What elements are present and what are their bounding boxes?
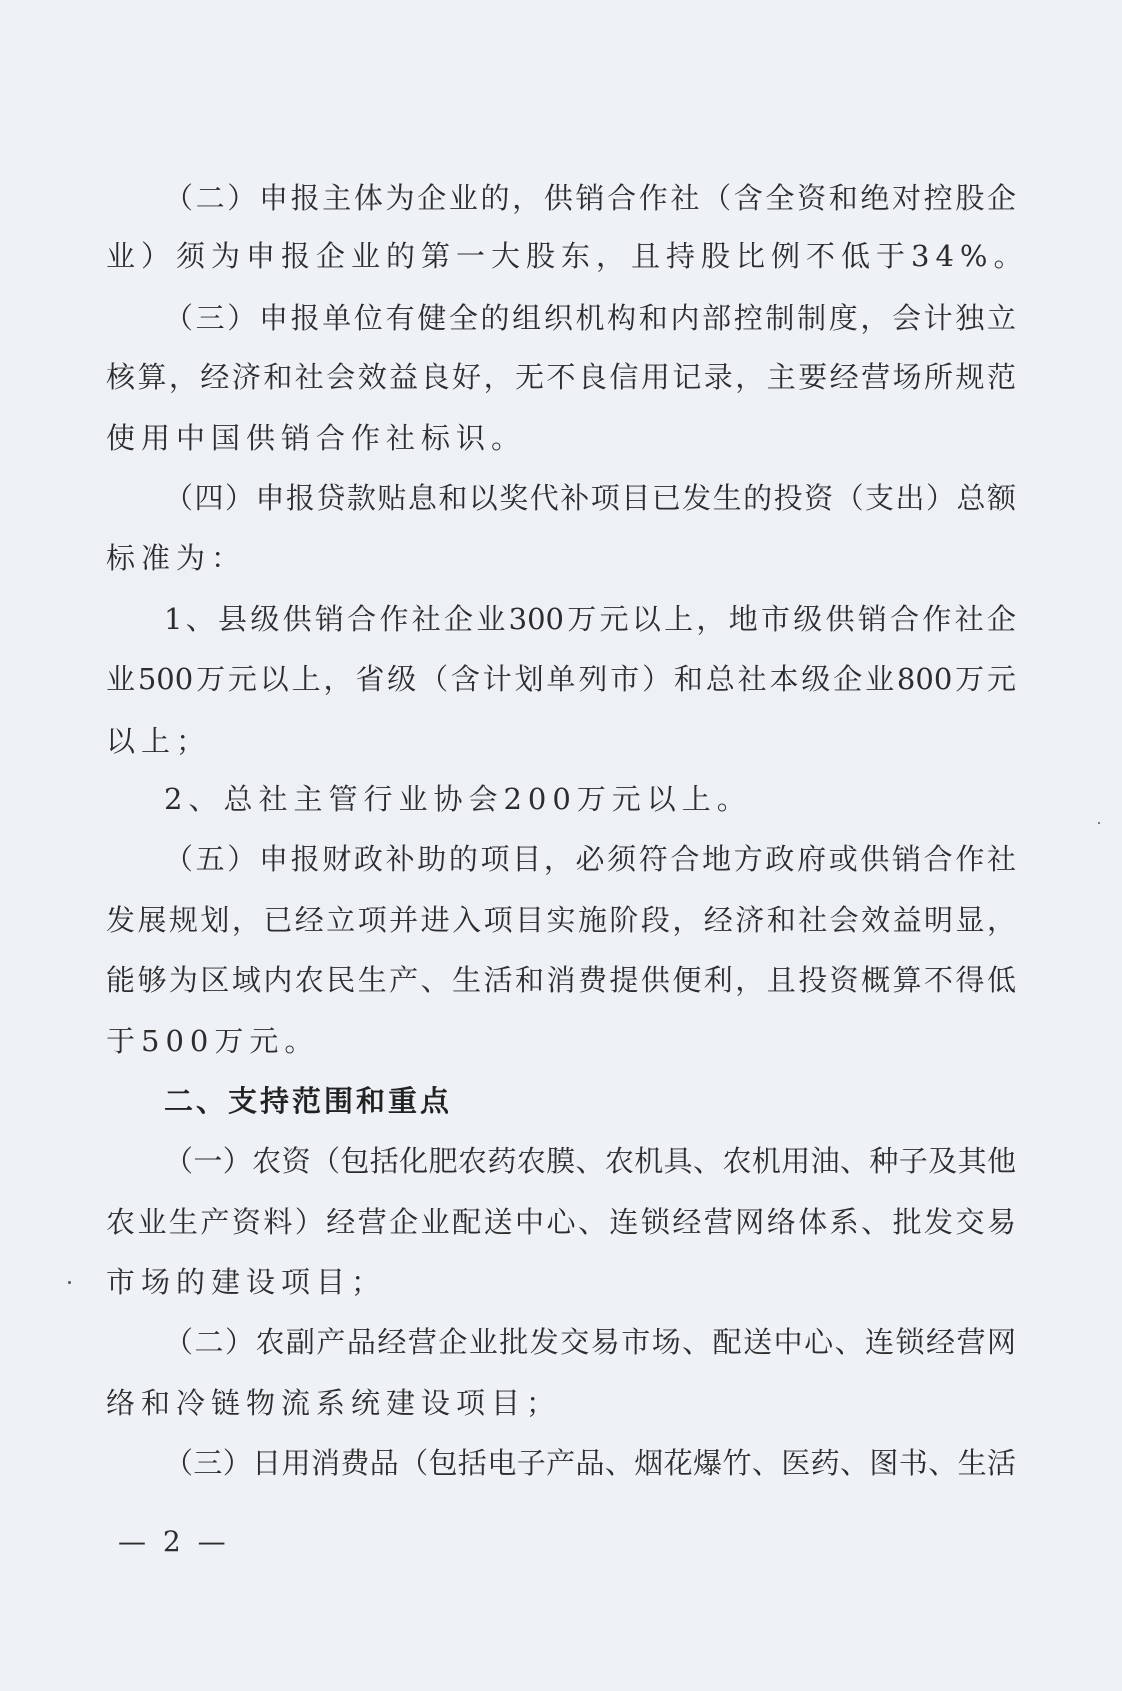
paragraph-line: （三）日用消费品（包括电子产品、烟花爆竹、医药、图书、生活 bbox=[164, 1446, 1016, 1480]
paragraph-line: 络和冷链物流系统建设项目； bbox=[106, 1386, 562, 1420]
scan-speck bbox=[68, 1281, 71, 1284]
paragraph-line: 业500万元以上，省级（含计划单列市）和总社本级企业800万元 bbox=[106, 662, 1016, 696]
paragraph-line: 业）须为申报企业的第一大股东，且持股比例不低于34%。 bbox=[106, 239, 1029, 273]
section-heading: 二、支持范围和重点 bbox=[164, 1084, 453, 1118]
page-number: — 2 — bbox=[118, 1525, 230, 1558]
paragraph-line: （二）农副产品经营企业批发交易市场、配送中心、连锁经营网 bbox=[164, 1325, 1016, 1359]
paragraph-line: 于500万元。 bbox=[106, 1024, 320, 1058]
paragraph-line: （四）申报贷款贴息和以奖代补项目已发生的投资（支出）总额 bbox=[164, 481, 1016, 515]
paragraph-line: 以上； bbox=[106, 724, 212, 758]
paragraph-line: （一）农资（包括化肥农药农膜、农机具、农机用油、种子及其他 bbox=[164, 1144, 1016, 1178]
paragraph-line: 能够为区域内农民生产、生活和消费提供便利，且投资概算不得低 bbox=[106, 963, 1016, 997]
paragraph-line: （五）申报财政补助的项目，必须符合地方政府或供销合作社 bbox=[164, 842, 1016, 876]
paragraph-line: 1、县级供销合作社企业300万元以上，地市级供销合作社企 bbox=[164, 602, 1016, 636]
scan-speck bbox=[1098, 822, 1100, 824]
paragraph-line: （三）申报单位有健全的组织机构和内部控制制度，会计独立 bbox=[164, 301, 1016, 335]
paragraph-line: 核算，经济和社会效益良好，无不良信用记录，主要经营场所规范 bbox=[106, 360, 1016, 394]
paragraph-line: 发展规划，已经立项并进入项目实施阶段，经济和社会效益明显， bbox=[106, 903, 1016, 937]
paragraph-line: 2、总社主管行业协会200万元以上。 bbox=[164, 782, 752, 816]
paragraph-line: 市场的建设项目； bbox=[106, 1265, 387, 1299]
paragraph-line: （二）申报主体为企业的，供销合作社（含全资和绝对控股企 bbox=[164, 181, 1016, 215]
paragraph-line: 标准为： bbox=[106, 541, 247, 575]
paragraph-line: 使用中国供销合作社标识。 bbox=[106, 421, 527, 455]
paragraph-line: 农业生产资料）经营企业配送中心、连锁经营网络体系、批发交易 bbox=[106, 1205, 1016, 1239]
